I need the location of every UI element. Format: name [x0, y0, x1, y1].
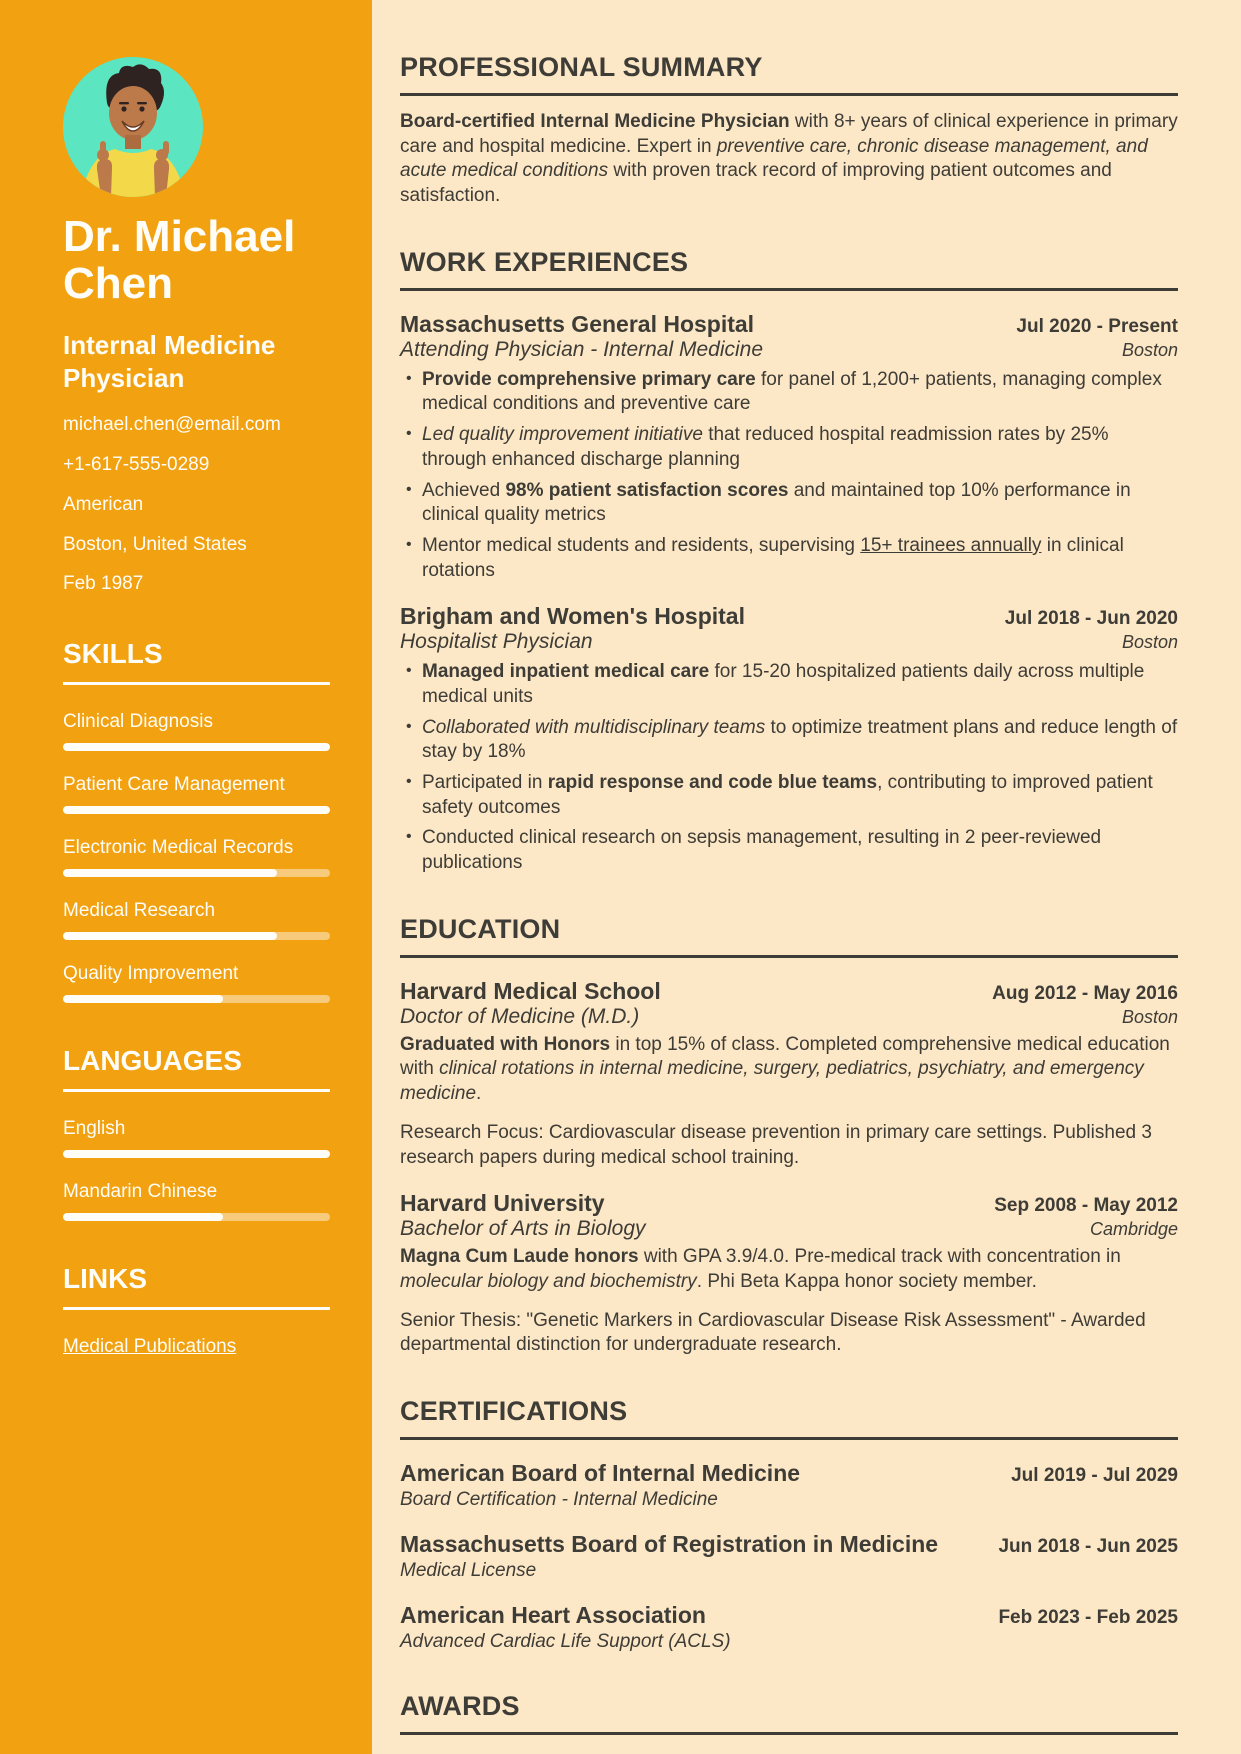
links-heading: LINKS	[63, 1263, 330, 1310]
contact-birthdate: Feb 1987	[63, 573, 144, 595]
language-label: Mandarin Chinese	[63, 1181, 218, 1203]
education-heading: EDUCATION	[400, 914, 1178, 958]
section-education	[400, 914, 1178, 1358]
medical-publications-link[interactable]: Medical Publications	[63, 1336, 237, 1358]
date-range: Jul 2019 - Jul 2029	[1011, 1464, 1178, 1486]
date-range: Feb 2023 - Feb 2025	[998, 1606, 1178, 1628]
work-bullet-list	[400, 660, 1178, 876]
work-bullet-list	[400, 368, 1178, 584]
language-bar-fill	[63, 1150, 330, 1158]
skills-heading: SKILLS	[63, 638, 330, 685]
certification-detail: Advanced Cardiac Life Support (ACLS)	[400, 1630, 731, 1652]
section-professional-summary	[400, 52, 1178, 209]
skill-bar-fill	[63, 932, 277, 940]
profile-photo	[63, 57, 203, 197]
skill-bar	[63, 869, 330, 877]
date-range: Sep 2008 - May 2012	[994, 1195, 1178, 1217]
language-bar	[63, 1213, 330, 1221]
job-title: Attending Physician - Internal Medicine	[400, 337, 764, 361]
skill-label: Quality Improvement	[63, 963, 239, 985]
education-entry-header	[400, 978, 1178, 1005]
education-description: Graduated with Honors in top 15% of class. Completed comprehensive medical education with clinical rotations in internal medicine, surgery, pediatrics, psychiatry, and emergency medicine.	[400, 1033, 1170, 1105]
date-range: Aug 2012 - May 2016	[992, 982, 1178, 1004]
bullet-item	[422, 368, 1178, 417]
skill-bar-fill	[63, 869, 277, 877]
certification-detail: Board Certification - Internal Medicine	[400, 1488, 718, 1510]
section-awards	[400, 1691, 1178, 1735]
contact-phone: +1-617-555-0289	[63, 453, 210, 475]
language-bar-fill	[63, 1213, 223, 1221]
skill-label: Medical Research	[63, 900, 216, 922]
education-entry-subheader	[400, 1217, 1178, 1241]
resume-main	[372, 0, 1241, 1754]
school-location: Cambridge	[1089, 1219, 1178, 1240]
skill-bar-fill	[63, 743, 330, 751]
certifying-org: Massachusetts Board of Registration in Medicine	[400, 1530, 939, 1557]
contact-info	[63, 414, 330, 596]
school-name: Harvard University	[400, 1190, 605, 1217]
skill-label: Clinical Diagnosis	[63, 711, 213, 733]
skills-list	[63, 711, 330, 1003]
certification-header	[400, 1602, 1178, 1629]
skill-item	[63, 900, 330, 940]
section-work-experiences	[400, 247, 1178, 876]
skill-item	[63, 837, 330, 877]
employer-name: Brigham and Women's Hospital	[400, 603, 745, 630]
employer-name: Massachusetts General Hospital	[400, 310, 755, 337]
work-entry-subheader	[400, 630, 1178, 654]
work-entry	[400, 603, 1178, 876]
certification-header	[400, 1531, 1178, 1558]
certification-entry	[400, 1531, 1178, 1582]
bullet-item	[422, 479, 1178, 528]
date-range: Jul 2020 - Present	[1016, 315, 1178, 337]
education-description: Magna Cum Laude honors with GPA 3.9/4.0. Pre-medical track with concentration in molecular biology and biochemistry. Phi Beta Kappa honor society member.	[400, 1246, 1121, 1292]
awards-heading: AWARDS	[400, 1691, 1178, 1735]
summary-text: Board-certified Internal Medicine Physician with 8+ years of clinical experience in primary care and hospital medicine. Expert in preventive care, chronic disease management, and acute medical conditions with proven track record of improving patient outcomes and satisfaction.	[400, 111, 1178, 207]
certifications-heading: CERTIFICATIONS	[400, 1396, 1178, 1440]
school-name: Harvard Medical School	[400, 977, 661, 1004]
bullet-text: Mentor medical students and residents, supervising 15+ trainees annually in clinical rotations	[422, 534, 1124, 581]
bullet-item	[422, 534, 1178, 583]
bullet-text: Collaborated with multidisciplinary teams to optimize treatment plans and reduce length of stay by 18%	[422, 716, 1178, 763]
job-location: Boston	[1121, 339, 1178, 360]
work-entry-header	[400, 603, 1178, 630]
bullet-item	[422, 660, 1178, 709]
work-entry-header	[400, 311, 1178, 338]
bullet-text: Achieved 98% patient satisfaction scores and maintained top 10% performance in clinical quality metrics	[422, 479, 1131, 526]
skill-bar	[63, 743, 330, 751]
contact-email: michael.chen@email.com	[63, 414, 281, 436]
education-entry	[400, 1190, 1178, 1358]
work-entry	[400, 311, 1178, 584]
person-name: Dr. Michael Chen	[63, 212, 296, 309]
certification-entry	[400, 1602, 1178, 1653]
education-entry-subheader	[400, 1005, 1178, 1029]
education-description: Research Focus: Cardiovascular disease prevention in primary care settings. Published 3 research papers during medical school training.	[400, 1121, 1152, 1168]
date-range: Jun 2018 - Jun 2025	[998, 1535, 1178, 1557]
person-title: Internal Medicine Physician	[63, 330, 276, 393]
skill-bar	[63, 932, 330, 940]
language-label: English	[63, 1118, 126, 1140]
bullet-text: Conducted clinical research on sepsis management, resulting in 2 peer-reviewed publications	[422, 827, 1102, 874]
languages-heading: LANGUAGES	[63, 1045, 330, 1092]
skill-bar-fill	[63, 806, 330, 814]
certification-header	[400, 1460, 1178, 1487]
language-bar	[63, 1150, 330, 1158]
bullet-item	[422, 771, 1178, 820]
skill-bar-fill	[63, 995, 223, 1003]
certification-entry	[400, 1460, 1178, 1511]
skill-bar	[63, 995, 330, 1003]
degree-title: Doctor of Medicine (M.D.)	[400, 1004, 640, 1028]
certifying-org: American Heart Association	[400, 1601, 706, 1628]
education-description: Senior Thesis: "Genetic Markers in Cardiovascular Disease Risk Assessment" - Awarded departmental distinction for undergraduate research.	[400, 1309, 1146, 1356]
job-location: Boston	[1121, 632, 1178, 653]
contact-location: Boston, United States	[63, 533, 247, 555]
bullet-item	[422, 716, 1178, 765]
bullet-text: Managed inpatient medical care for 15-20 hospitalized patients daily across multiple medical units	[422, 661, 1145, 707]
bullet-item	[422, 423, 1178, 472]
avatar-illustration	[63, 57, 203, 197]
education-entry	[400, 978, 1178, 1170]
skill-label: Electronic Medical Records	[63, 837, 294, 859]
bullet-item	[422, 826, 1178, 875]
summary-heading: PROFESSIONAL SUMMARY	[400, 52, 1178, 96]
languages-list	[63, 1118, 330, 1221]
bullet-text: Participated in rapid response and code blue teams, contributing to improved patient safety outcomes	[422, 772, 1153, 818]
work-entry-subheader	[400, 338, 1178, 362]
section-certifications	[400, 1396, 1178, 1653]
work-heading: WORK EXPERIENCES	[400, 247, 1178, 291]
bullet-text: Led quality improvement initiative that reduced hospital readmission rates by 25% through enhanced discharge planning	[422, 424, 1109, 470]
skill-item	[63, 963, 330, 1003]
certifying-org: American Board of Internal Medicine	[400, 1459, 801, 1486]
contact-nationality: American	[63, 493, 144, 515]
date-range: Jul 2018 - Jun 2020	[1004, 608, 1178, 630]
skill-label: Patient Care Management	[63, 774, 285, 796]
school-location: Boston	[1121, 1006, 1178, 1027]
certification-detail: Medical License	[400, 1559, 537, 1581]
skill-item	[63, 711, 330, 751]
education-entry-header	[400, 1190, 1178, 1217]
bullet-text: Provide comprehensive primary care for panel of 1,200+ patients, managing complex medical conditions and preventive care	[422, 368, 1162, 415]
sidebar	[0, 0, 372, 1754]
degree-title: Bachelor of Arts in Biology	[400, 1217, 646, 1241]
skill-item	[63, 774, 330, 814]
job-title: Hospitalist Physician	[400, 630, 593, 654]
language-item	[63, 1181, 330, 1221]
skill-bar	[63, 806, 330, 814]
language-item	[63, 1118, 330, 1158]
